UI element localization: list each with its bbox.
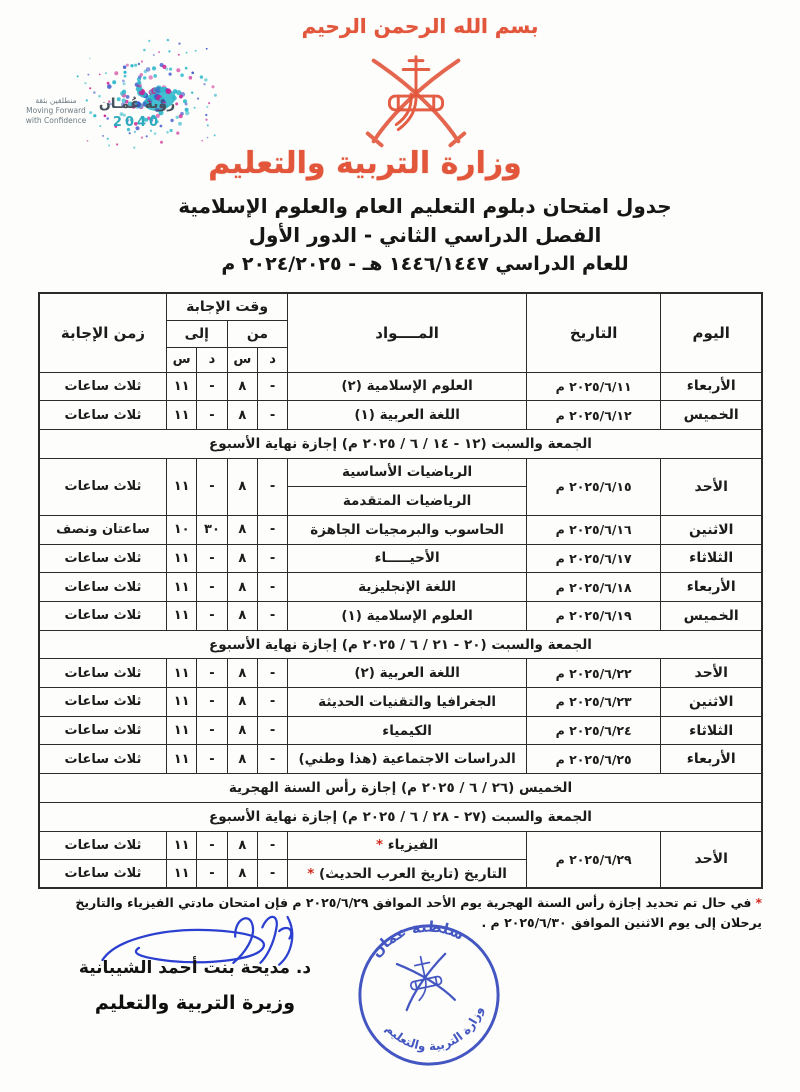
to-minutes-cell: - (197, 401, 227, 430)
header-from: من (227, 320, 288, 347)
stamp-emblem-icon (396, 952, 454, 1010)
day-cell: الخميس (661, 401, 762, 430)
subject-cell: اللغة العربية (١) (288, 401, 527, 430)
subject-cell: الدراسات الاجتماعية (هذا وطني) (288, 745, 527, 774)
subject-cell: الجغرافيا والتقنيات الحديثة (288, 688, 527, 717)
holiday-cell: الجمعة والسبت (٢٠ - ٢١ / ٦ / ٢٠٢٥ م) إجازة نهاية الأسبوع (39, 630, 762, 659)
day-cell: الثلاثاء (661, 544, 762, 573)
from-minutes-cell: - (257, 716, 287, 745)
date-cell: ٢٠٢٥/٦/١٨ م (526, 573, 660, 602)
exam-row (39, 573, 762, 602)
to-hours-cell: ١١ (166, 688, 196, 717)
to-hours-cell: ١١ (166, 372, 196, 401)
to-minutes-cell: ٣٠ (197, 515, 227, 544)
from-minutes-cell: - (257, 544, 287, 573)
to-hours-cell: ١١ (166, 831, 196, 860)
exam-row (39, 544, 762, 573)
date-cell: ٢٠٢٥/٦/٢٥ م (526, 745, 660, 774)
day-cell: الخميس (661, 602, 762, 631)
day-cell: الاثنين (661, 688, 762, 717)
header-subjects: المــــواد (288, 293, 527, 372)
duration-cell: ثلاث ساعات (39, 688, 166, 717)
footnote-asterisk: * (755, 895, 762, 910)
holiday-cell: الخميس (٢٦ / ٦ / ٢٠٢٥ م) إجازة رأس السنة الهجرية (39, 774, 762, 803)
stamp-top-text: سلطنة عمان (367, 918, 467, 961)
subject-asterisk: * (376, 837, 384, 854)
date-cell: ٢٠٢٥/٦/٢٩ م (526, 831, 660, 888)
vision-logo-tagline (20, 96, 92, 126)
subject-cell: العلوم الإسلامية (٢) (288, 372, 527, 401)
exam-timetable (38, 292, 763, 889)
exam-row (39, 688, 762, 717)
vision-tagline-english-2: with Confidence (25, 116, 87, 125)
date-cell: ٢٠٢٥/٦/١٧ م (526, 544, 660, 573)
stamp-bottom-text: وزارة التربية والتعليم (382, 1004, 486, 1054)
date-cell: ٢٠٢٥/٦/٢٤ م (526, 716, 660, 745)
day-cell: الأحد (661, 458, 762, 515)
vision-swirl-dots (77, 39, 217, 149)
exam-row (39, 716, 762, 745)
to-minutes-cell: - (197, 659, 227, 688)
holiday-row (39, 774, 762, 803)
to-hours-cell: ١١ (166, 401, 196, 430)
exam-row (39, 831, 762, 860)
from-hours-cell: ٨ (227, 716, 257, 745)
date-cell: ٢٠٢٥/٦/٢٢ م (526, 659, 660, 688)
holiday-row (39, 630, 762, 659)
holiday-date: (٢٧ - ٢٨ / ٦ / ٢٠٢٥ م) (341, 808, 487, 825)
subject-cell: الفيزياء * (288, 831, 527, 860)
to-hours-cell: ١١ (166, 573, 196, 602)
subject-cell: الأحيـــــاء (288, 544, 527, 573)
from-hours-cell: ٨ (227, 688, 257, 717)
header-to-hours: س (166, 347, 196, 372)
to-hours-cell: ١١ (166, 745, 196, 774)
exam-row (39, 745, 762, 774)
subject-cell: العلوم الإسلامية (١) (288, 602, 527, 631)
holiday-date: (٢٦ / ٦ / ٢٠٢٥ م) (401, 779, 515, 796)
date-cell: ٢٠٢٥/٦/١٢ م (526, 401, 660, 430)
exam-row (39, 372, 762, 401)
day-cell: الثلاثاء (661, 716, 762, 745)
from-hours-cell: ٨ (227, 515, 257, 544)
from-hours-cell: ٨ (227, 458, 257, 515)
header-to-minutes: د (197, 347, 227, 372)
day-cell: الأربعاء (661, 372, 762, 401)
subject-cell: الرياضيات المتقدمة (288, 487, 527, 516)
subject-cell: الحاسوب والبرمجيات الجاهزة (288, 515, 527, 544)
ministry-calligraphy: وزارة التربية والتعليم (208, 146, 522, 181)
oman-national-emblem-icon (352, 52, 480, 148)
to-minutes-cell: - (197, 458, 227, 515)
from-minutes-cell: - (257, 458, 287, 515)
exam-row (39, 401, 762, 430)
to-hours-cell: ١١ (166, 860, 196, 889)
from-minutes-cell: - (257, 745, 287, 774)
from-minutes-cell: - (257, 860, 287, 889)
to-minutes-cell: - (197, 860, 227, 889)
holiday-cell: الجمعة والسبت (١٢ - ١٤ / ٦ / ٢٠٢٥ م) إجازة نهاية الأسبوع (39, 429, 762, 458)
vision-tagline-english-1: Moving Forward (26, 106, 86, 115)
exam-table-body (39, 372, 762, 888)
to-hours-cell: ١١ (166, 659, 196, 688)
header-duration: زمن الإجابة (39, 293, 166, 372)
from-hours-cell: ٨ (227, 544, 257, 573)
from-minutes-cell: - (257, 515, 287, 544)
from-hours-cell: ٨ (227, 659, 257, 688)
from-hours-cell: ٨ (227, 401, 257, 430)
ministry-stamp-icon (338, 904, 521, 1087)
from-hours-cell: ٨ (227, 372, 257, 401)
from-minutes-cell: - (257, 401, 287, 430)
vision-logo-year: 2040 (112, 115, 162, 130)
duration-cell: ثلاث ساعات (39, 716, 166, 745)
from-minutes-cell: - (257, 659, 287, 688)
from-minutes-cell: - (257, 602, 287, 631)
duration-cell: ثلاث ساعات (39, 602, 166, 631)
subject-cell: الرياضيات الأساسية (288, 458, 527, 487)
svg-text:وزارة التربية والتعليم (381, 1002, 493, 1064)
header-day: اليوم (661, 293, 762, 372)
to-minutes-cell: - (197, 602, 227, 631)
duration-cell: ثلاث ساعات (39, 372, 166, 401)
day-cell: الأربعاء (661, 745, 762, 774)
from-minutes-cell: - (257, 372, 287, 401)
header-date: التاريخ (526, 293, 660, 372)
day-cell: الأربعاء (661, 573, 762, 602)
duration-cell: ثلاث ساعات (39, 860, 166, 889)
minister-name: د. مديحة بنت أحمد الشيبانية (78, 958, 312, 978)
exam-row (39, 458, 762, 487)
subject-cell: التاريخ (تاريخ العرب الحديث) * (288, 860, 527, 889)
from-minutes-cell: - (257, 688, 287, 717)
date-cell: ٢٠٢٥/٦/١٩ م (526, 602, 660, 631)
holiday-row (39, 802, 762, 831)
from-hours-cell: ٨ (227, 745, 257, 774)
holiday-cell: الجمعة والسبت (٢٧ - ٢٨ / ٦ / ٢٠٢٥ م) إجازة نهاية الأسبوع (39, 802, 762, 831)
day-cell: الأحد (661, 659, 762, 688)
exam-row (39, 659, 762, 688)
footnote-text: في حال تم تحديد إجازة رأس السنة الهجرية يوم الأحد الموافق ٢٠٢٥/٦/٢٩ م فإن امتحان مادتي الفيزياء والتاريخ يرحلان إلى يوم الاثنين الموافق ٢٠٢٥/٦/٣٠ م . (75, 895, 762, 930)
date-cell: ٢٠٢٥/٦/٢٣ م (526, 688, 660, 717)
exam-row (39, 515, 762, 544)
to-hours-cell: ١١ (166, 602, 196, 631)
duration-cell: ثلاث ساعات (39, 659, 166, 688)
holiday-date: (١٢ - ١٤ / ٦ / ٢٠٢٥ م) (341, 435, 487, 452)
date-cell: ٢٠٢٥/٦/١٦ م (526, 515, 660, 544)
exam-table-header (39, 293, 762, 372)
to-minutes-cell: - (197, 831, 227, 860)
day-cell: الاثنين (661, 515, 762, 544)
header-from-minutes: د (257, 347, 287, 372)
from-minutes-cell: - (257, 831, 287, 860)
to-minutes-cell: - (197, 544, 227, 573)
subject-cell: الكيمياء (288, 716, 527, 745)
from-hours-cell: ٨ (227, 860, 257, 889)
holiday-date: (٢٠ - ٢١ / ٦ / ٢٠٢٥ م) (341, 636, 487, 653)
duration-cell: ثلاث ساعات (39, 544, 166, 573)
to-minutes-cell: - (197, 716, 227, 745)
duration-cell: ثلاث ساعات (39, 831, 166, 860)
duration-cell: ثلاث ساعات (39, 401, 166, 430)
holiday-row (39, 429, 762, 458)
header-to: إلى (166, 320, 227, 347)
date-cell: ٢٠٢٥/٦/١٥ م (526, 458, 660, 515)
to-hours-cell: ١١ (166, 458, 196, 515)
from-hours-cell: ٨ (227, 602, 257, 631)
document-titles (50, 192, 800, 279)
to-minutes-cell: - (197, 688, 227, 717)
bismillah-calligraphy: بسم الله الرحمن الرحيم (301, 14, 539, 38)
duration-cell: ثلاث ساعات (39, 458, 166, 515)
subject-asterisk: * (307, 865, 315, 882)
duration-cell: ثلاث ساعات (39, 745, 166, 774)
exam-row (39, 602, 762, 631)
title-semester-round: الفصل الدراسي الثاني - الدور الأول (248, 223, 602, 247)
title-academic-year: للعام الدراسي ١٤٤٦/١٤٤٧ هـ - ٢٠٢٤/٢٠٢٥ م (221, 253, 629, 275)
to-hours-cell: ١١ (166, 716, 196, 745)
to-minutes-cell: - (197, 372, 227, 401)
header-from-hours: س (227, 347, 257, 372)
title-exam-schedule: جدول امتحان دبلوم التعليم العام والعلوم الإسلامية (178, 194, 672, 218)
vision-tagline-arabic: منطلقين بثقة (35, 96, 77, 105)
to-hours-cell: ١٠ (166, 515, 196, 544)
subject-cell: اللغة العربية (٢) (288, 659, 527, 688)
from-hours-cell: ٨ (227, 573, 257, 602)
header-answer-time: وقت الإجابة (166, 293, 287, 320)
duration-cell: ساعتان ونصف (39, 515, 166, 544)
to-minutes-cell: - (197, 573, 227, 602)
from-hours-cell: ٨ (227, 831, 257, 860)
subject-cell: اللغة الإنجليزية (288, 573, 527, 602)
day-cell: الأحد (661, 831, 762, 888)
to-hours-cell: ١١ (166, 544, 196, 573)
minister-title: وزيرة التربية والتعليم (94, 992, 296, 1014)
to-minutes-cell: - (197, 745, 227, 774)
from-minutes-cell: - (257, 573, 287, 602)
duration-cell: ثلاث ساعات (39, 573, 166, 602)
date-cell: ٢٠٢٥/٦/١١ م (526, 372, 660, 401)
vision-logo-arabic: رؤية عُمـان (98, 96, 176, 112)
